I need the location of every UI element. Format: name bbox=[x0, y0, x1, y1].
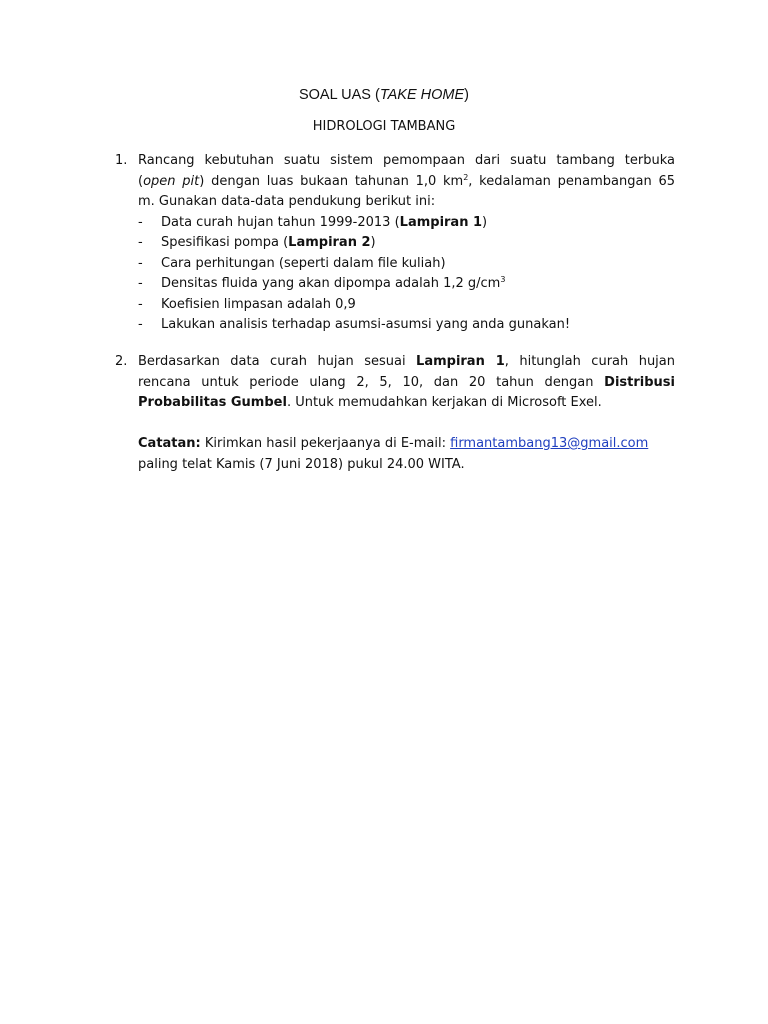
appendix-reference: Lampiran 2 bbox=[288, 235, 371, 250]
question-1 bbox=[115, 151, 675, 336]
question-1-line-1: Rancang kebutuhan suatu sistem pemompaan dari suatu tambang terbuka bbox=[138, 153, 675, 168]
list-item: - Spesifikasi pompa (Lampiran 2) bbox=[138, 235, 376, 250]
question-1-number: 1. bbox=[115, 153, 128, 168]
question-2 bbox=[115, 352, 675, 414]
question-2-body bbox=[138, 352, 675, 414]
question-2-line-3: Probabilitas Gumbel. Untuk memudahkan kerjakan di Microsoft Exel. bbox=[138, 395, 602, 410]
question-1-line-3: m. Gunakan data-data pendukung berikut ini: bbox=[138, 194, 436, 209]
email-link[interactable]: firmantambang13@gmail.com bbox=[450, 436, 649, 451]
list-item: - Koefisien limpasan adalah 0,9 bbox=[138, 296, 356, 312]
title-italic: TAKE HOME bbox=[379, 87, 465, 103]
appendix-reference: Lampiran 1 bbox=[416, 354, 505, 369]
title-suffix: ) bbox=[464, 87, 470, 103]
list-item: - Densitas fluida yang akan dipompa adalah 1,2 $g/cm^3$ bbox=[138, 275, 506, 291]
list-item: - Data curah hujan tahun 1999-2013 (Lampiran 1) bbox=[138, 214, 488, 230]
question-2-line-1: Berdasarkan data curah hujan sesuai Lampiran 1, hitunglah curah hujan bbox=[138, 354, 675, 369]
list-item: - Cara perhitungan (seperti dalam file kuliah) bbox=[138, 255, 446, 271]
title-prefix: SOAL UAS ( bbox=[298, 87, 380, 103]
open-pit-term: open pit bbox=[143, 173, 200, 189]
question-2-line-2: rencana untuk periode ulang 2, 5, 10, dan 20 tahun dengan Distribusi bbox=[138, 374, 675, 390]
document-subtitle: HIDROLOGI TAMBANG bbox=[312, 119, 456, 134]
requirements-list bbox=[138, 213, 675, 336]
document-title bbox=[0, 87, 768, 103]
question-1-line-2: (open pit) dengan luas bukaan tahunan 1,0 $km^2$, kedalaman penambangan 65 bbox=[138, 172, 675, 189]
note-line-1: Catatan: Kirimkan hasil pekerjaanya di E-mail: firmantambang13@gmail.com bbox=[138, 436, 649, 451]
question-1-body bbox=[138, 151, 675, 336]
note-line-2: paling telat Kamis (7 Juni 2018) pukul 24.00 WITA. bbox=[138, 456, 465, 472]
appendix-reference: Lampiran 1 bbox=[399, 214, 483, 230]
list-item: - Lakukan analisis terhadap asumsi-asumsi yang anda gunakan! bbox=[138, 317, 571, 332]
question-2-number: 2. bbox=[115, 354, 128, 369]
note-label: Catatan: bbox=[138, 436, 201, 451]
submission-note bbox=[138, 434, 698, 475]
